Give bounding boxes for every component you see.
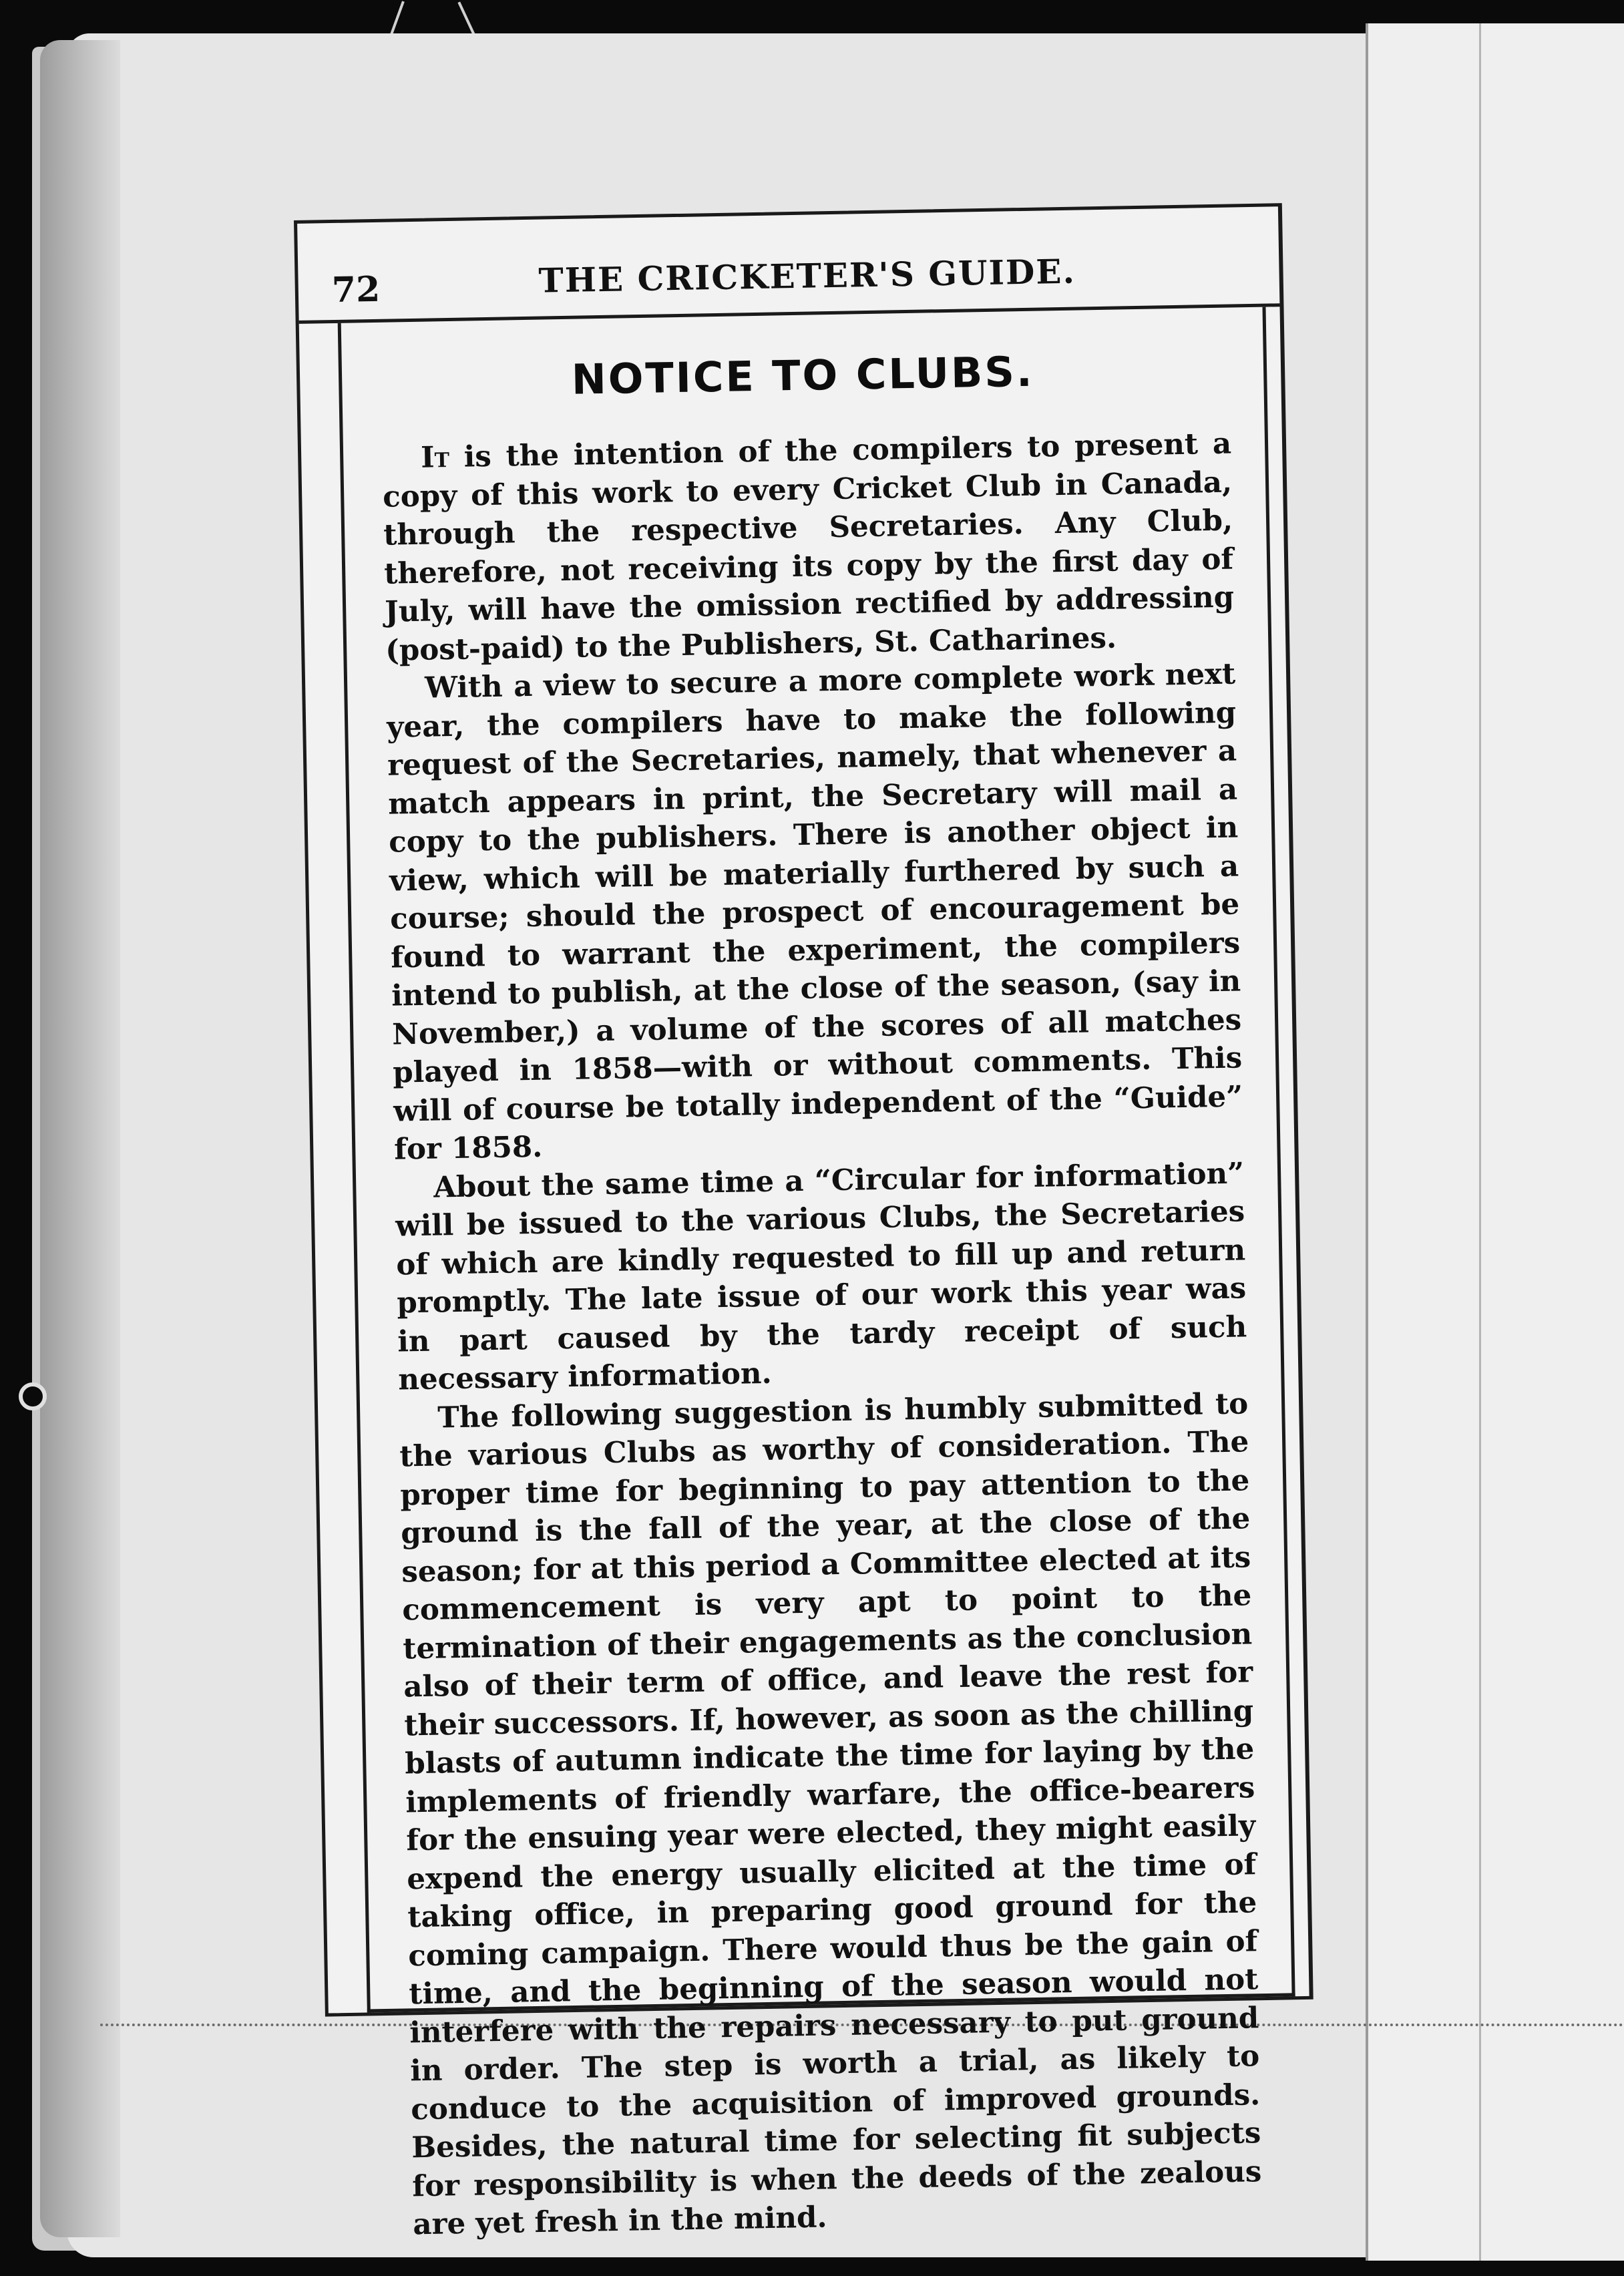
page-header (297, 206, 1279, 324)
paragraph-lead: It (420, 439, 450, 475)
binding-shade (40, 40, 120, 2237)
facing-page-fold (1479, 23, 1481, 2261)
paragraph-text: is the intention of the compilers to present a copy of this work to every Cricket Club in Canada, through the respective Secretaries. Any Club, therefore, not receiving its copy by the first day of July, will have the omission rectified by addressing (post-paid) to the Publishers, St. Catharines. (382, 426, 1235, 668)
paragraph: The following suggestion is humbly submitted to the various Clubs as worthy of consideration. The proper time for beginning to pay attention to the ground is the fall of the year, at the close of the season; for at this period a Committee elected at its commencement is very apt to point to the termination of their engagements as the conclusion also of their term of office, and leave the rest for their successors. If, however, as soon as the chilling blasts of autumn indicate the time for laying by the implements of friendly warfare, the office-bearers for the ensuing year were elected, they might easily expend the energy usually elicited at the time of taking office, in preparing good ground for the coming campaign. There would thus be the gain of time, and the beginning of the season would not interfere with the repairs necessary to put ground in order. The step is worth a trial, as likely to conduce to the acquisition of improved grounds. Besides, the natural time for selecting fit subjects for responsibility is when the deeds of the zealous are yet fresh in the mind. (399, 1386, 1262, 2242)
text-block (338, 307, 1295, 2242)
running-head: THE CRICKETER'S GUIDE. (538, 251, 1076, 301)
facing-page-edge (1366, 23, 1624, 2261)
paragraph: With a view to secure a more complete work next year, the compilers have to make the following request of the Secretaries, namely, that whenever a match appears in print, the Secretary will mail a copy to the publishers. There is another object in view, which will be materially furthered by such a course; should the prospect of encouragement be found to warrant the experiment, the compilers intend to publish, at the close of the season, (say in November,) a volume of the scores of all matches played in 1858—with or without comments. This will of course be totally independent of the “Guide” for 1858. (386, 656, 1243, 1167)
paragraph (382, 425, 1235, 670)
paragraph: About the same time a “Circular for information” will be issued to the various Clubs, the Secretaries of which are kindly requested to fill up and return promptly. The late issue of our work this year was in part caused by the tardy receipt of such necessary information. (395, 1155, 1247, 1397)
binding-hole (19, 1382, 47, 1410)
notice-title: NOTICE TO CLUBS. (571, 347, 1035, 404)
page-number: 72 (331, 268, 381, 311)
printed-page-frame (294, 203, 1313, 2242)
